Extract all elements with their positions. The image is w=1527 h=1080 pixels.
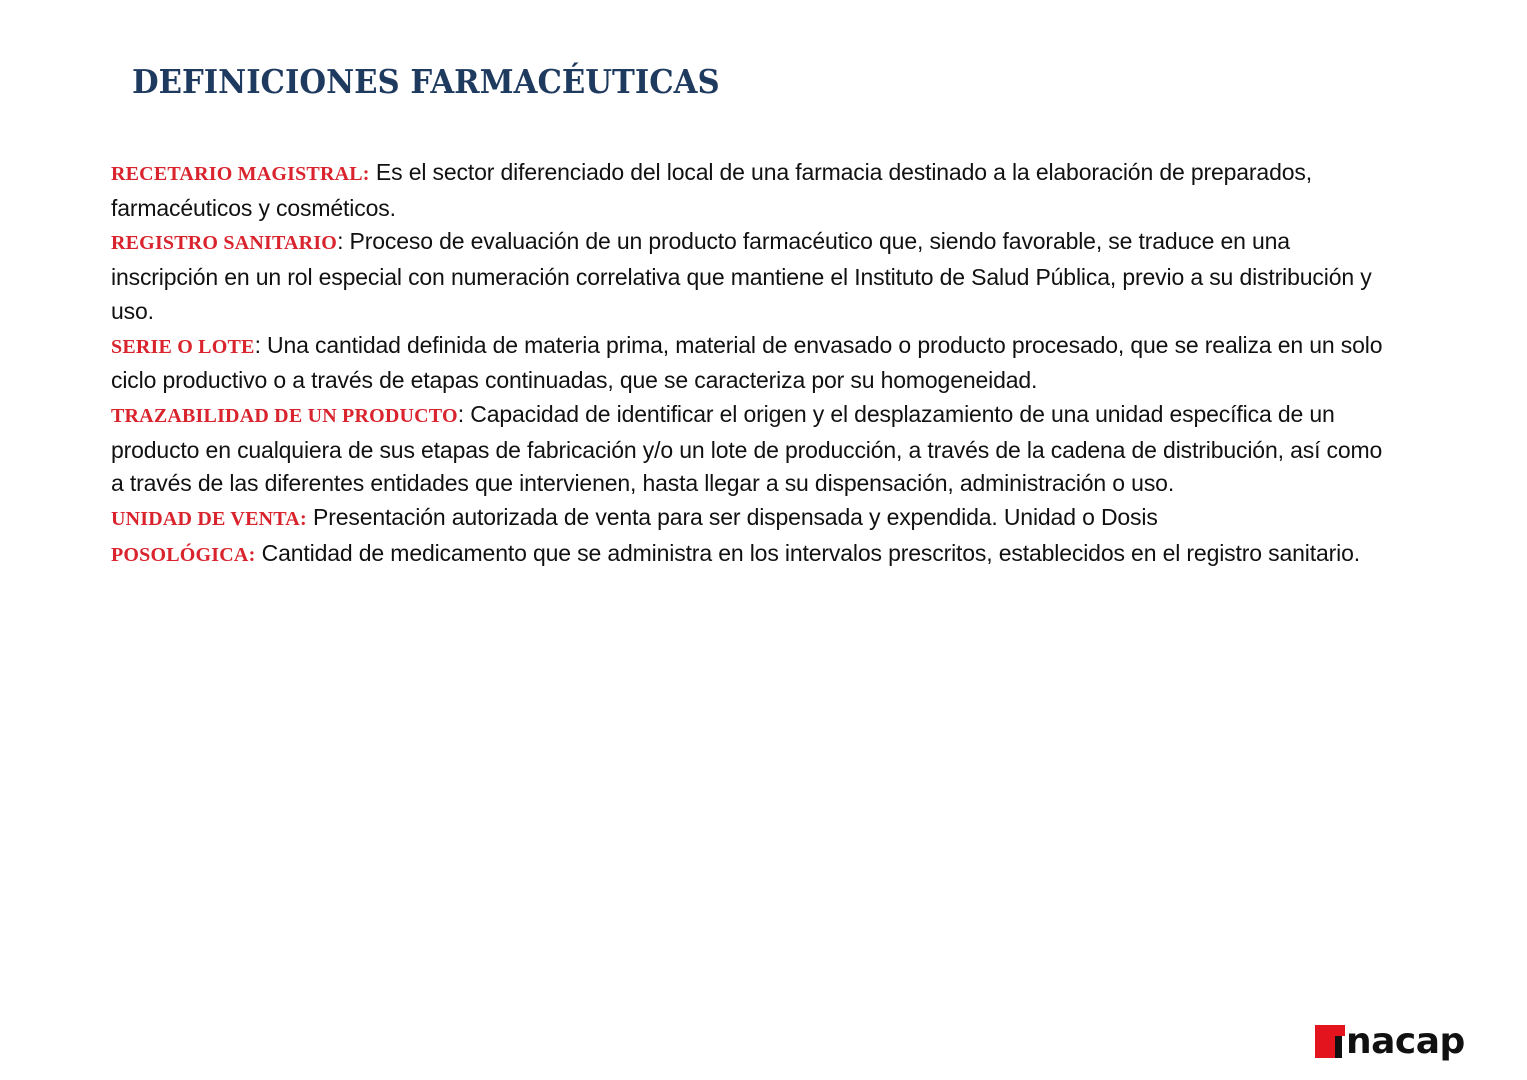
definition-trazabilidad [111, 398, 1401, 501]
definition-term: SERIE O LOTE [111, 335, 255, 358]
definition-term: POSOLÓGICA: [111, 543, 256, 566]
definition-recetario-magistral [111, 156, 1401, 225]
definition-registro-sanitario [111, 225, 1401, 328]
definition-term: RECETARIO MAGISTRAL: [111, 163, 370, 185]
definition-text: : Capacidad de identificar el origen y el desplazamiento de una unidad específica de un producto en cualquiera de sus etapas de fabricación y/o un lote de producción, a través de la cadena de distribución, así como a través de las diferentes entidades que intervienen, hasta llegar a su dispensación, administración o uso. [111, 400, 1383, 497]
definition-text: Presentación autorizada de venta para ser dispensada y expendida. Unidad o Dosis [306, 504, 1158, 531]
definition-text: : Proceso de evaluación de un producto farmacéutico que, siendo favorable, se traduce en una inscripción en un rol especial con numeración correlativa que mantiene el Instituto de Salud Pública, previo a su distribución y uso. [111, 228, 1372, 324]
inacap-logo-icon [1315, 1025, 1345, 1058]
definition-serie-o-lote [111, 329, 1401, 398]
definition-term: TRAZABILIDAD DE UN PRODUCTO [111, 404, 458, 427]
definition-posologica [111, 537, 1401, 573]
definition-text: Es el sector diferenciado del local de una farmacia destinado a la elaboración de preparados, farmacéuticos y cosméticos. [111, 159, 1312, 221]
definition-term: UNIDAD DE VENTA: [111, 508, 307, 531]
inacap-logo-text: nacap [1346, 1021, 1465, 1062]
page-title: DEFINICIONES FARMACÉUTICAS [132, 62, 720, 101]
inacap-logo [1315, 1022, 1465, 1062]
definition-text: : Una cantidad definida de materia prima, material de envasado o producto procesado, que se realiza en un solo ciclo productivo o a través de etapas continuadas, que se caracteriza por su homogeneidad. [111, 331, 1383, 394]
definition-text: Cantidad de medicamento que se administra en los intervalos prescritos, establecidos en el registro sanitario. [255, 539, 1360, 566]
definition-term: REGISTRO SANITARIO [111, 232, 338, 255]
definitions-list [111, 156, 1401, 572]
definition-unidad-de-venta [111, 501, 1401, 537]
